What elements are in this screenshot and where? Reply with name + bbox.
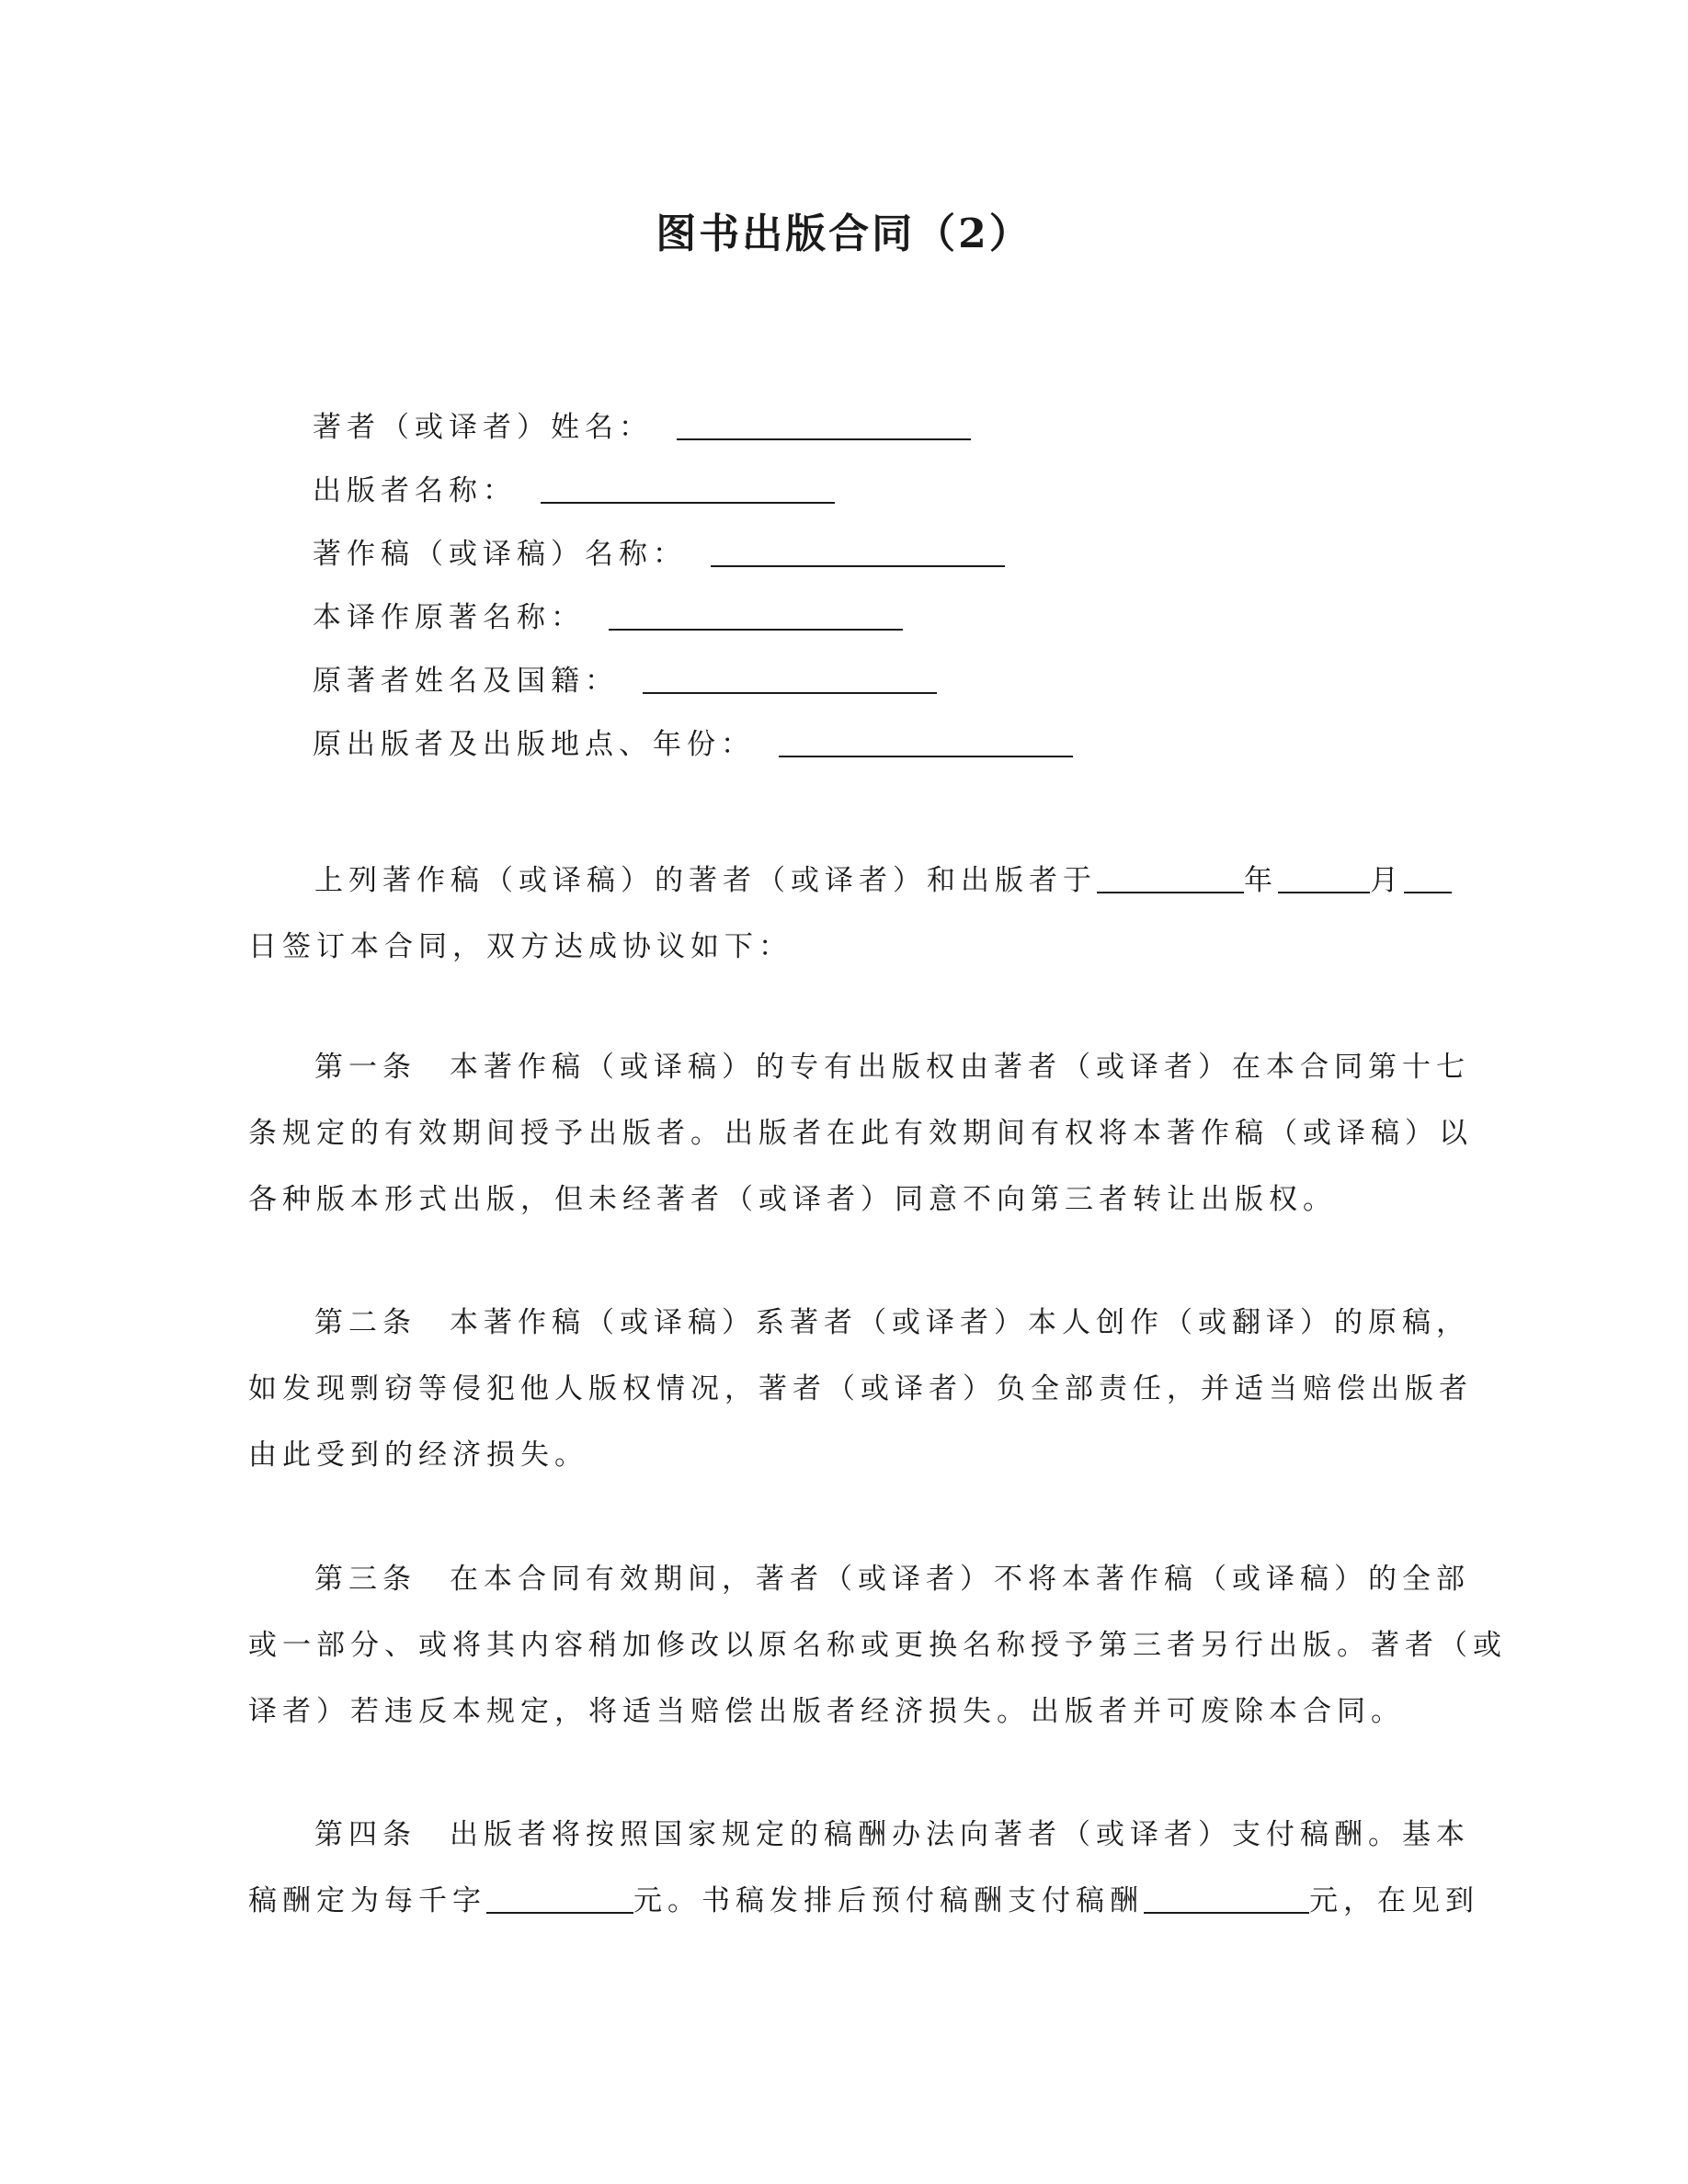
contract-info-fields	[313, 404, 1073, 785]
article-text: 如发现剽窃等侵犯他人版权情况，著者（或译者）负全部责任，并适当赔偿出版者	[248, 1372, 1473, 1405]
article-text: 由此受到的经济损失。	[248, 1439, 588, 1472]
article-3	[248, 1546, 1507, 1745]
article-label: 第二条	[314, 1306, 416, 1339]
intro-text-continued: 日签订本合同，双方达成协议如下：	[248, 930, 793, 963]
field-original-author-nationality	[313, 658, 1073, 722]
fill-in-blank[interactable]	[643, 661, 937, 694]
field-original-publisher-place-year	[313, 722, 1073, 785]
article-text: 本著作稿（或译稿）系著者（或译者）本人创作（或翻译）的原稿，	[450, 1306, 1470, 1339]
fill-in-blank[interactable]	[779, 724, 1073, 757]
article-text: 出版者将按照国家规定的稿酬办法向著者（或译者）支付稿酬。基本	[450, 1818, 1470, 1851]
field-label: 原出版者及出版地点、年份：	[313, 728, 755, 761]
article-text: 稿酬定为每千字	[248, 1884, 486, 1917]
month-blank[interactable]	[1278, 860, 1370, 893]
document-title: 图书出版合同（2）	[656, 210, 1032, 257]
field-label: 出版者名称：	[313, 474, 517, 507]
field-publisher-name	[313, 468, 1073, 531]
year-blank[interactable]	[1097, 860, 1244, 893]
article-text: 元。书稿发排后预付稿酬支付稿酬	[633, 1884, 1144, 1917]
field-manuscript-name	[313, 531, 1073, 595]
field-original-work-name	[313, 595, 1073, 658]
fill-in-blank[interactable]	[677, 407, 971, 440]
per-thousand-words-blank[interactable]	[486, 1881, 633, 1914]
article-2	[248, 1290, 1473, 1488]
article-text: 本著作稿（或译稿）的专有出版权由著者（或译者）在本合同第十七	[450, 1051, 1470, 1084]
article-text: 译者）若违反本规定，将适当赔偿出版者经济损失。出版者并可废除本合同。	[248, 1695, 1405, 1728]
article-text: 在本合同有效期间，著者（或译者）不将本著作稿（或译稿）的全部	[450, 1563, 1470, 1596]
intro-text: 上列著作稿（或译稿）的著者（或译者）和出版者于	[314, 864, 1097, 897]
field-label: 著者（或译者）姓名：	[313, 411, 653, 444]
article-label: 第三条	[314, 1563, 416, 1596]
article-1	[248, 1034, 1473, 1233]
fill-in-blank[interactable]	[541, 471, 835, 504]
year-label: 年	[1244, 864, 1278, 897]
article-text: 各种版本形式出版，但未经著者（或译者）同意不向第三者转让出版权。	[248, 1183, 1337, 1216]
field-author-name	[313, 404, 1073, 468]
field-label: 本译作原著名称：	[313, 601, 585, 634]
article-4	[248, 1802, 1479, 1934]
fill-in-blank[interactable]	[711, 534, 1005, 567]
article-text: 或一部分、或将其内容稍加修改以原名称或更换名称授予第三者另行出版。著者（或	[248, 1629, 1507, 1662]
article-label: 第一条	[314, 1051, 416, 1084]
article-label: 第四条	[314, 1818, 416, 1851]
day-blank[interactable]	[1404, 860, 1452, 893]
field-label: 著作稿（或译稿）名称：	[313, 538, 687, 571]
month-label: 月	[1370, 864, 1404, 897]
article-text: 元，在见到	[1309, 1884, 1479, 1917]
advance-payment-blank[interactable]	[1144, 1881, 1309, 1914]
article-text: 条规定的有效期间授予出版者。出版者在此有效期间有权将本著作稿（或译稿）以	[248, 1117, 1473, 1150]
fill-in-blank[interactable]	[609, 597, 903, 631]
intro-paragraph	[248, 847, 1430, 980]
field-label: 原著者姓名及国籍：	[313, 665, 619, 698]
